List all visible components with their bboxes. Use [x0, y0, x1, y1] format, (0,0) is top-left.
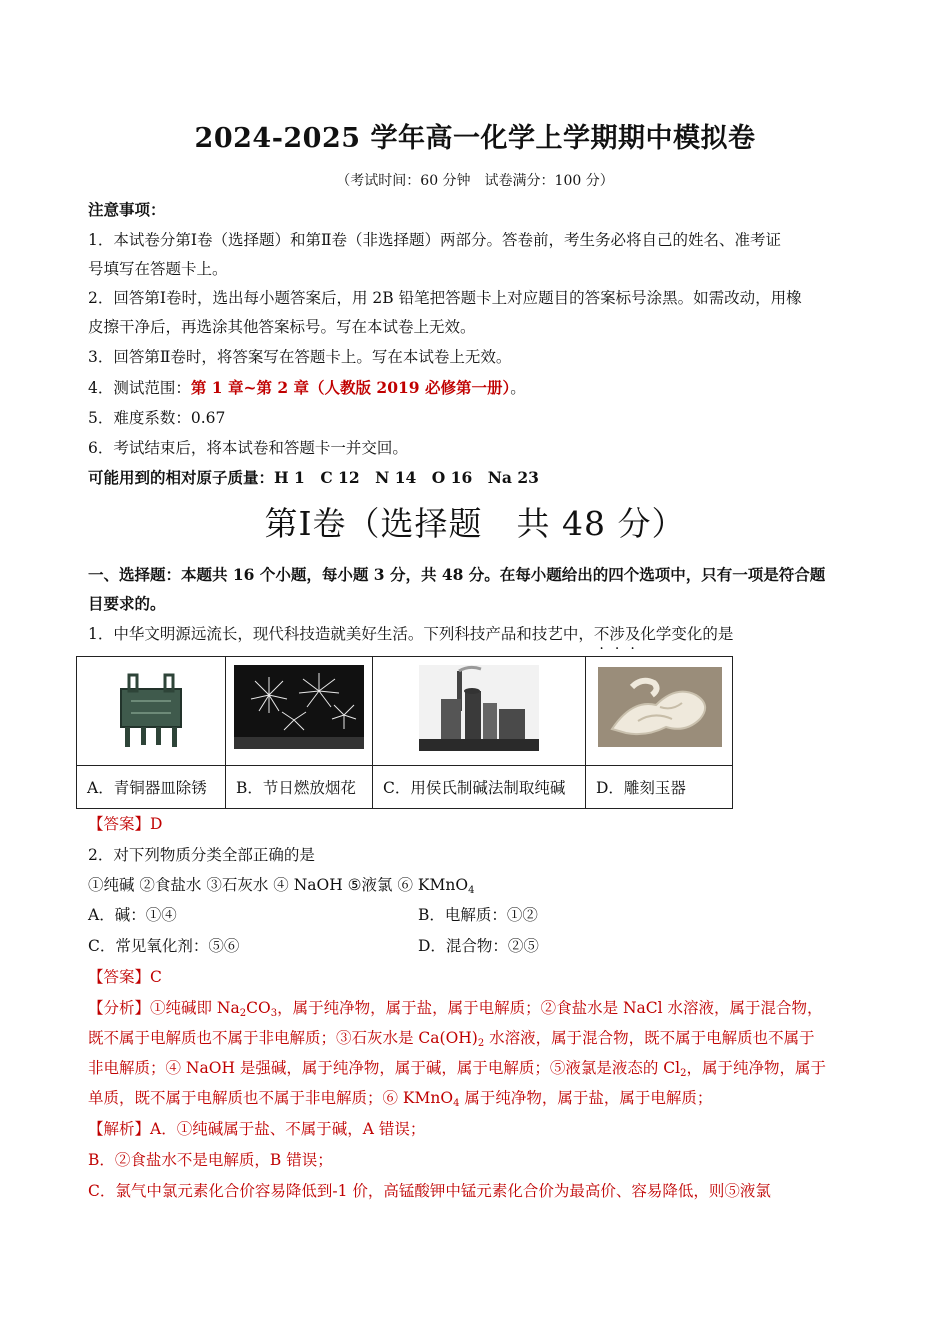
q1-answer: 【答案】D [88, 815, 163, 833]
q2-analysis-3a: 非电解质；④ NaOH 是强碱，属于纯净物，属于碱，属于电解质；⑤液氯是液态的 Cl [88, 1059, 681, 1077]
q1-option-b[interactable]: B．节日燃放烟花 [226, 766, 373, 809]
q2-analysis-1a: 【分析】①纯碱即 Na [88, 999, 240, 1017]
q2-analysis-4b: 属于纯净物，属于盐，属于电解质； [459, 1089, 713, 1107]
bronze-vessel-icon [111, 671, 191, 751]
exam-subtitle: （考试时间：60 分钟 试卷满分：100 分） [336, 173, 614, 189]
factory-icon [419, 665, 539, 751]
q1-stem [88, 624, 733, 644]
q2-option-b[interactable]: B．电解质：①② [418, 906, 538, 924]
q2-analysis-1 [88, 998, 823, 1024]
test-range: 第 1 章~第 2 章（人教版 2019 必修第一册） [190, 378, 511, 397]
notes-heading: 注意事项： [88, 200, 166, 219]
q2-analysis-4 [88, 1088, 712, 1114]
q2-items-text: ①纯碱 ②食盐水 ③石灰水 ④ NaOH ⑤液氯 ⑥ KMnO [88, 876, 469, 894]
note-6: 6．考试结束后，将本试卷和答题卡一并交回。 [88, 439, 408, 457]
q1-emph-1: 不 [593, 625, 610, 643]
q2-analysis-2b: 水溶液，属于混合物，既不属于电解质也不属于 [484, 1029, 815, 1047]
q2-analysis-3 [88, 1058, 826, 1084]
note-3: 3．回答第Ⅱ卷时，将答案写在答题卡上。写在本试卷上无效。 [88, 348, 512, 366]
q2-analysis-1c: ，属于纯净物，属于盐，属于电解质；②食盐水是 NaCl 水溶液，属于混合物， [277, 999, 823, 1017]
q1-stem-a: 1．中华文明源远流长，现代科技造就美好生活。下列科技产品和技艺中， [88, 625, 594, 643]
q1-image-c-cell [373, 657, 586, 766]
q2-solution-1: 【解析】A．①纯碱属于盐、不属于碱，A 错误； [88, 1120, 426, 1138]
q2-analysis-3b: ，属于纯净物，属于 [686, 1059, 827, 1077]
section-instr-a: 一、选择题：本题共 16 个小题，每小题 3 分，共 48 分。在每小题给出的四个选项中，只有一项是符合题 [88, 565, 826, 584]
q1-stem-b: 化学变化的是 [640, 625, 734, 643]
q2-analysis-1-sub2: 3 [270, 1008, 278, 1019]
q2-analysis-2-sub: 2 [477, 1038, 485, 1049]
q2-items-sub: 4 [468, 885, 475, 896]
q1-image-d-cell [586, 657, 733, 766]
note-5: 5．难度系数：0.67 [88, 409, 226, 427]
q1-image-a-cell [77, 657, 226, 766]
jade-carving-icon [598, 667, 722, 747]
q2-option-d[interactable]: D．混合物：②⑤ [418, 937, 539, 955]
q2-option-a[interactable]: A．碱：①④ [88, 906, 177, 924]
q1-option-c[interactable]: C．用侯氏制碱法制取纯碱 [373, 766, 586, 809]
q2-analysis-4a: 单质，既不属于电解质也不属于非电解质；⑥ KMnO [88, 1089, 454, 1107]
q2-analysis-2a: 既不属于电解质也不属于非电解质；③石灰水是 Ca(OH) [88, 1029, 478, 1047]
section-heading: 第Ⅰ卷（选择题 共 48 分） [264, 504, 686, 543]
q2-analysis-4-sub: 4 [453, 1098, 460, 1109]
q1-options-table [76, 656, 733, 809]
q2-analysis-1b: CO [246, 999, 271, 1017]
q2-analysis-2 [88, 1028, 815, 1054]
atomic-mass: 可能用到的相对原子质量：H 1 C 12 N 14 O 16 Na 23 [88, 468, 539, 487]
q2-analysis-3-sub: 2 [680, 1068, 687, 1079]
q1-image-b-cell [226, 657, 373, 766]
note-4 [88, 378, 526, 398]
q1-emph-2: 涉 [609, 625, 625, 643]
q2-items [88, 875, 474, 901]
q1-option-a[interactable]: A．青铜器皿除锈 [77, 766, 226, 809]
q1-option-d[interactable]: D．雕刻玉器 [586, 766, 733, 809]
q2-solution-3: C．氯气中氯元素化合价容易降低到-1 价，高锰酸钾中锰元素化合价为最高价、容易降低，则⑤液氯 [88, 1182, 771, 1200]
q2-analysis-1-sub1: 2 [239, 1008, 247, 1019]
q2-answer: 【答案】C [88, 968, 162, 986]
q2-solution-2: B．②食盐水不是电解质，B 错误； [88, 1151, 333, 1169]
exam-title: 2024-2025 学年高一化学上学期期中模拟卷 [194, 123, 756, 154]
note-1b: 号填写在答题卡上。 [88, 260, 228, 278]
note-2b: 皮擦干净后，再选涂其他答案标号。写在本试卷上无效。 [88, 318, 476, 336]
note-4-prefix: 4．测试范围： [88, 379, 191, 397]
note-4-suffix: 。 [510, 379, 526, 397]
q2-stem: 2．对下列物质分类全部正确的是 [88, 846, 315, 864]
section-instr-b: 目要求的。 [88, 594, 166, 613]
fireworks-icon [234, 665, 364, 749]
q1-emph-3: 及 [624, 625, 641, 643]
note-1a: 1．本试卷分第Ⅰ卷（选择题）和第Ⅱ卷（非选择题）两部分。答卷前，考生务必将自己的姓名、准考证 [88, 231, 782, 249]
note-2a: 2．回答第Ⅰ卷时，选出每小题答案后，用 2B 铅笔把答题卡上对应题目的答案标号涂黑。如需改动，用橡 [88, 289, 802, 307]
q2-option-c[interactable]: C．常见氧化剂：⑤⑥ [88, 937, 240, 955]
